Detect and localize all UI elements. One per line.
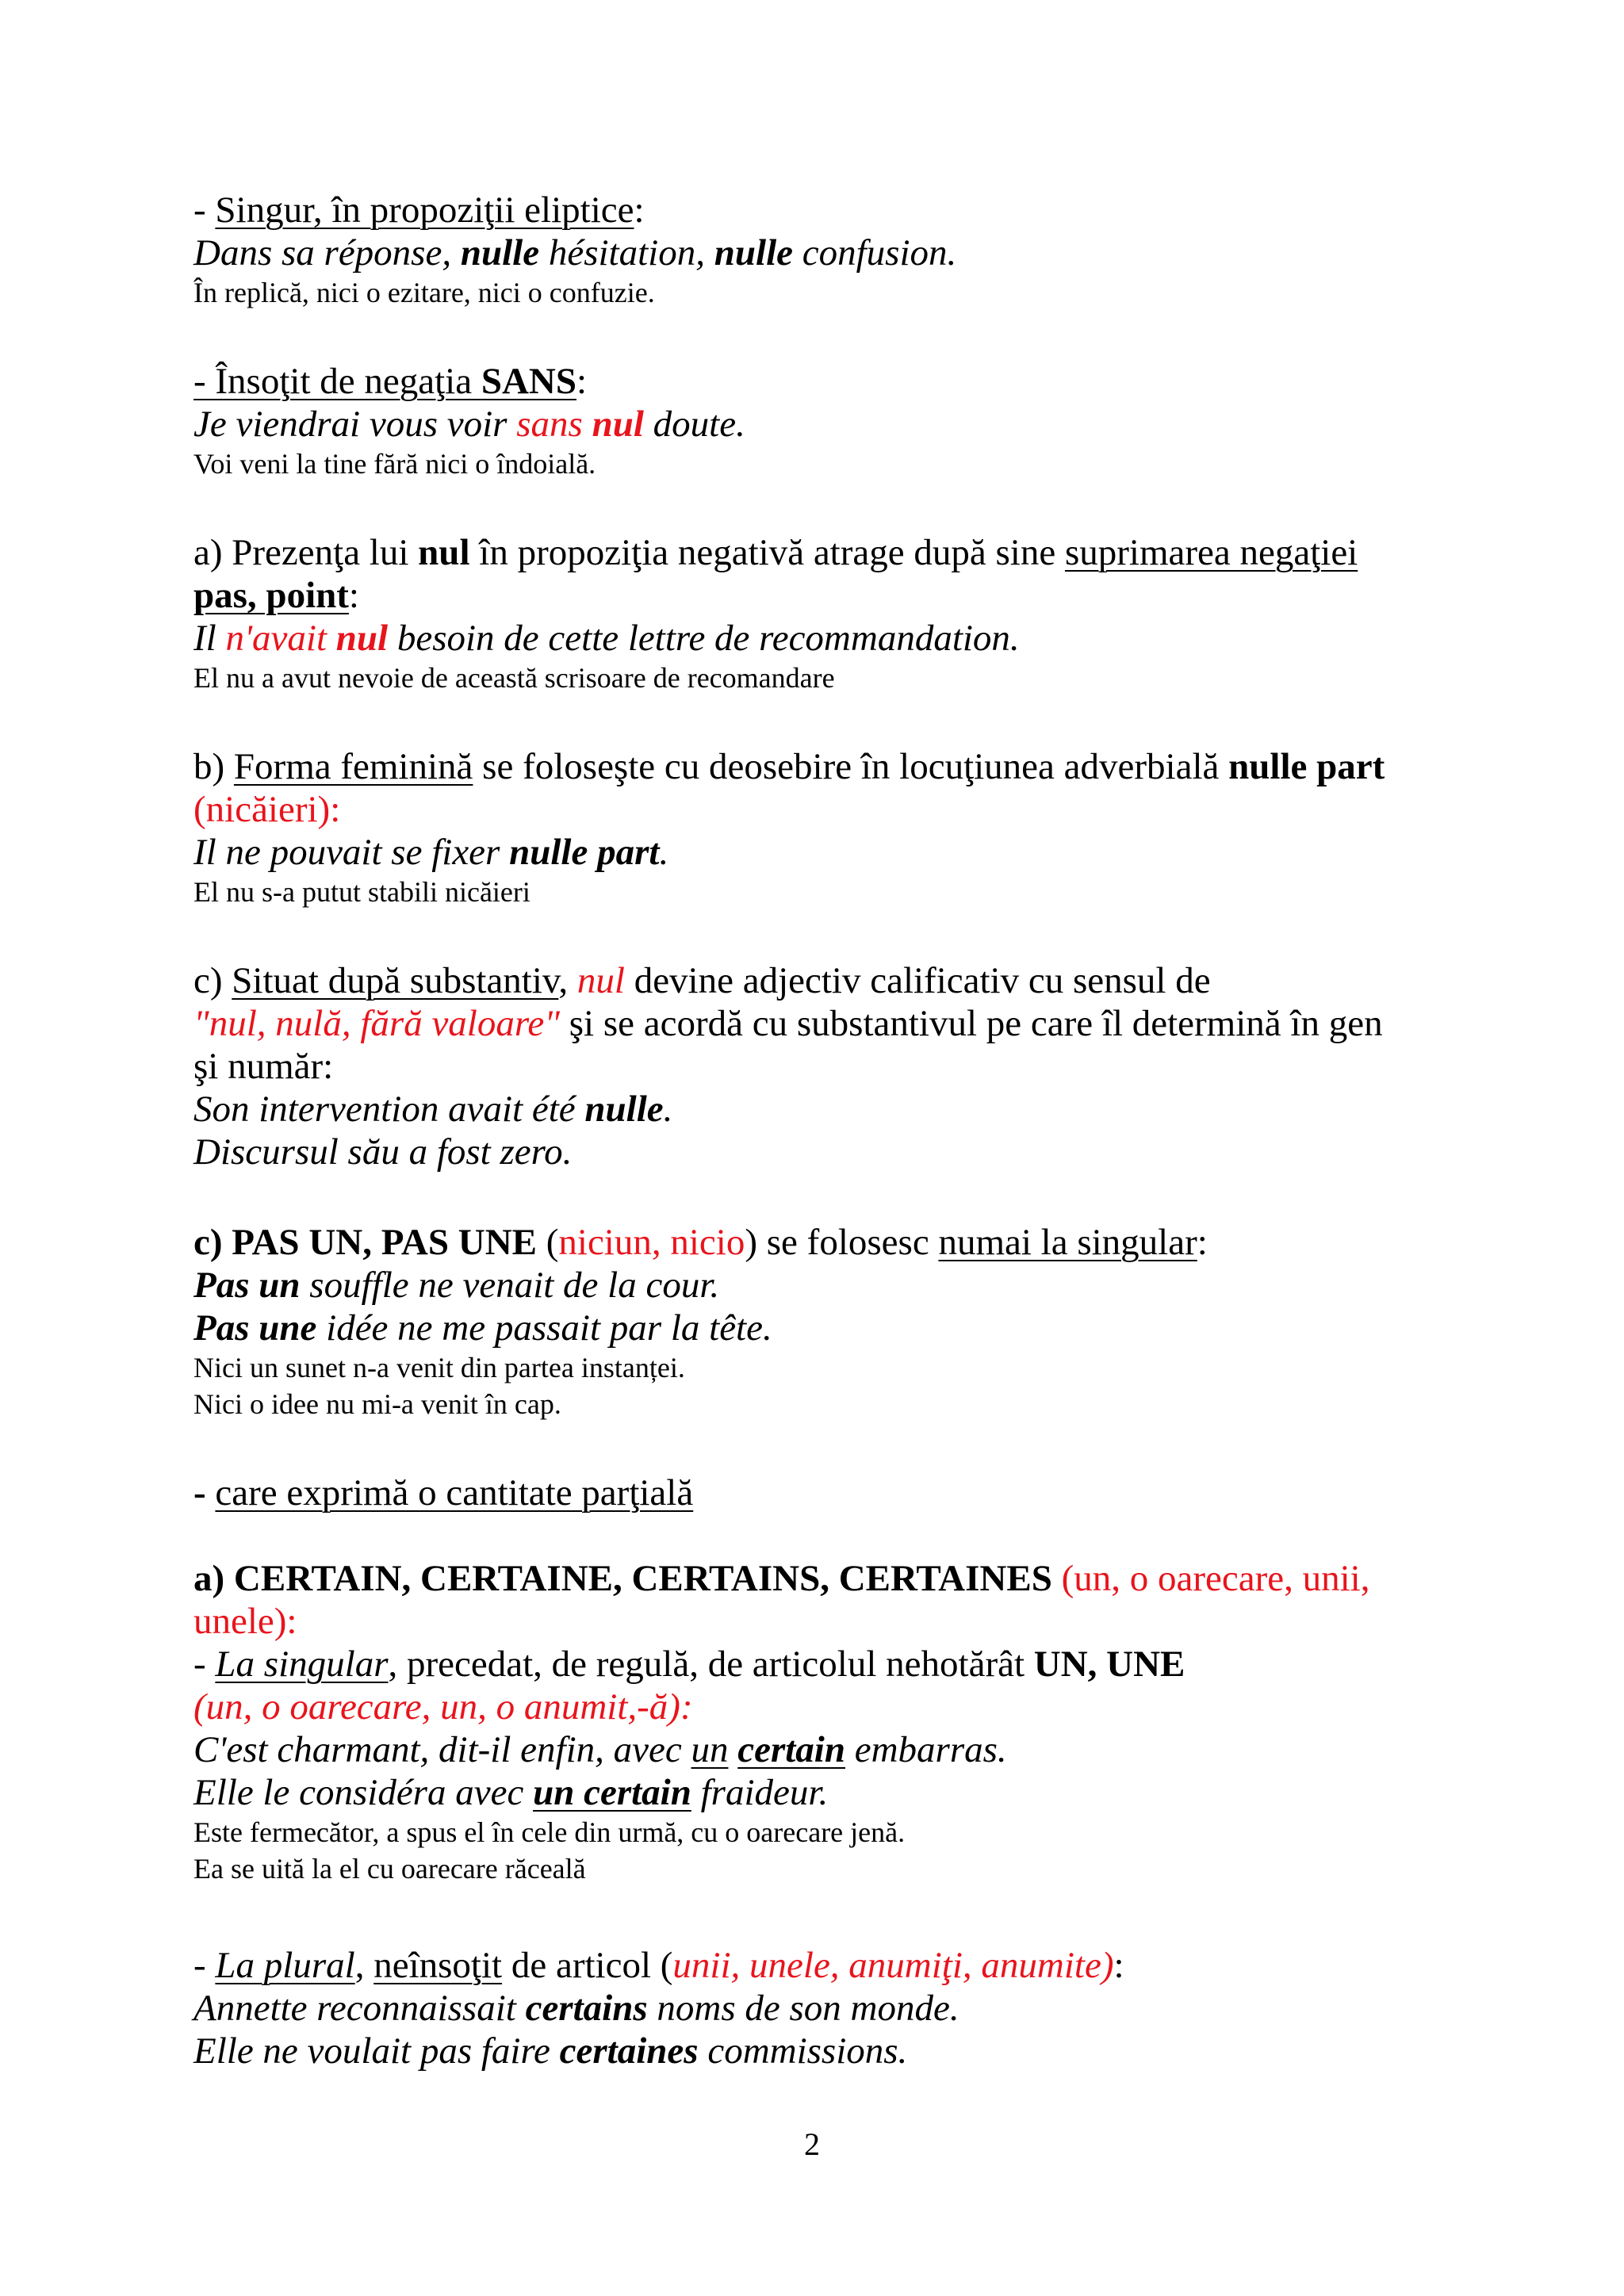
- section-sans: [193, 360, 1446, 482]
- text: Je viendrai vous voir: [193, 404, 517, 445]
- bold-word: nulle: [460, 232, 540, 274]
- text: Il ne pouvait se fixer: [193, 832, 510, 873]
- text: embarras.: [845, 1729, 1007, 1770]
- colon: :: [348, 575, 359, 616]
- text: C'est charmant, dit-il enfin, avec: [193, 1729, 691, 1770]
- translation-romanian: Nici o idee nu mi-a venit în cap.: [193, 1388, 561, 1420]
- text: Annette reconnaissait: [193, 1988, 526, 2029]
- text: Elle ne voulait pas faire: [193, 2030, 560, 2072]
- text: idée ne me passait par la tête.: [316, 1307, 772, 1349]
- translation-romanian: Voi veni la tine fără nici o îndoială.: [193, 448, 596, 480]
- example-french: [193, 232, 1446, 274]
- rule-text: [193, 531, 1446, 574]
- text: şi se acordă cu substantivul pe care îl determină în gen: [560, 1003, 1383, 1044]
- bold-word: nulle: [714, 232, 793, 274]
- translation-romanian: El nu s-a putut stabili nicăieri: [193, 876, 530, 908]
- bold-underlined-text: pas, point: [193, 575, 349, 616]
- bold-word: UN, UNE: [1033, 1644, 1185, 1685]
- section-pas-un: [193, 1221, 1446, 1422]
- text: a) Prezenţa lui: [193, 532, 419, 573]
- text: souffle ne venait de la cour.: [300, 1265, 720, 1306]
- underlined-text: numai la singular: [938, 1222, 1197, 1263]
- text: se foloseşte cu deosebire în locuţiunea adverbială: [473, 746, 1229, 787]
- translation-romanian: Ea se uită la el cu oarecare răceală: [193, 1853, 586, 1885]
- section-la-plural: [193, 1944, 1446, 2072]
- underlined-text: suprimarea negaţiei: [1064, 532, 1358, 573]
- example-french: [193, 1088, 1446, 1131]
- text: [327, 618, 336, 659]
- red-phrase: "nul, nulă, fără valoare": [193, 1003, 561, 1044]
- colon: :: [634, 189, 645, 231]
- text: Elle le considéra avec: [193, 1772, 534, 1813]
- underlined-text: neînsoţit: [373, 1945, 503, 1986]
- example-french: [193, 403, 1446, 446]
- underlined-italic-text: La plural: [215, 1945, 355, 1986]
- red-gloss: niciun, nicio: [558, 1222, 745, 1263]
- example-french: [193, 1728, 1446, 1771]
- translation-romanian: În replică, nici o ezitare, nici o confuzie.: [193, 277, 655, 308]
- text: b): [193, 746, 234, 787]
- underlined-text: un: [691, 1729, 729, 1770]
- page-number: 2: [804, 2126, 820, 2162]
- text: Il: [193, 618, 226, 659]
- text: Son intervention avait été: [193, 1089, 585, 1130]
- text: hésitation,: [539, 232, 714, 274]
- rule-text: [193, 1221, 1446, 1264]
- text: de articol (: [502, 1945, 673, 1986]
- red-gloss-cont: unele):: [193, 1601, 297, 1642]
- gloss-red: (nicăieri):: [193, 789, 341, 830]
- text: , precedat, de regulă, de articolul nehotărât: [388, 1644, 1034, 1685]
- rule-text-cont: şi număr:: [193, 1046, 334, 1087]
- underlined-text: Forma feminină: [233, 746, 473, 787]
- text: în propoziţia negativă atrage după sine: [469, 532, 1065, 573]
- heading-text: - Însoţit de negaţia: [193, 361, 481, 402]
- subheading: [193, 1471, 1446, 1514]
- colon: :: [576, 361, 588, 402]
- bold-word: certains: [525, 1988, 648, 2029]
- text: Dans sa réponse,: [193, 232, 461, 274]
- text: ,: [354, 1945, 374, 1986]
- colon: :: [1113, 1945, 1124, 1986]
- bold-heading: a) CERTAIN, CERTAINE, CERTAINS, CERTAINES: [193, 1558, 1052, 1599]
- red-gloss: (un, o oarecare, unii,: [1051, 1558, 1370, 1599]
- text: ) se folosesc: [745, 1222, 939, 1263]
- bold-word: certaines: [559, 2030, 699, 2072]
- translation-romanian: Discursul său a fost zero.: [193, 1131, 573, 1173]
- example-french: [193, 1264, 1446, 1307]
- translation-romanian: Nici un sunet n-a venit din partea instanței.: [193, 1352, 685, 1383]
- section-prezenta-nul: [193, 531, 1446, 696]
- text: confusion.: [793, 232, 957, 274]
- red-gloss: (un, o oarecare, un, o anumit,-ă):: [193, 1686, 693, 1728]
- red-word: nul: [576, 960, 625, 1001]
- bold-word: nulle part: [1228, 746, 1385, 787]
- bold-underlined-word: certain: [737, 1729, 845, 1770]
- text: (: [536, 1222, 559, 1263]
- text: c): [193, 960, 232, 1001]
- rule-text: [193, 1944, 1446, 1987]
- underlined-text: Situat după substantiv: [232, 960, 559, 1001]
- example-french: [193, 617, 1446, 660]
- section-situat-dupa-substantiv: [193, 959, 1446, 1173]
- underlined-text: care exprimă o cantitate parţială: [215, 1472, 694, 1513]
- rule-text-cont: [193, 1002, 1446, 1045]
- example-french: [193, 1307, 1446, 1349]
- heading-text: Singur, în propoziţii eliptice: [215, 189, 634, 231]
- example-french: [193, 1987, 1446, 2030]
- bold-word: Pas un: [193, 1265, 301, 1306]
- rule-text-cont: [193, 574, 1446, 617]
- text: [728, 1729, 737, 1770]
- example-french: [193, 2030, 1446, 2072]
- red-bold-word: nul: [335, 618, 389, 659]
- dash: -: [193, 189, 216, 231]
- translation-romanian: Este fermecător, a spus el în cele din urmă, cu o oarecare jenă.: [193, 1816, 906, 1848]
- red-word: sans: [516, 404, 583, 445]
- text: .: [659, 832, 669, 873]
- bold-word: nulle part: [509, 832, 660, 873]
- text: commissions.: [698, 2030, 908, 2072]
- rule-text: [193, 1643, 1446, 1686]
- bold-heading: c) PAS UN, PAS UNE: [193, 1222, 537, 1263]
- dash: -: [193, 1644, 216, 1685]
- heading-singur: [193, 189, 1446, 232]
- translation-romanian: El nu a avut nevoie de această scrisoare de recomandare: [193, 662, 835, 694]
- example-french: [193, 1771, 1446, 1814]
- section-singur: [193, 189, 1446, 311]
- rule-text: [193, 959, 1446, 1002]
- bold-underlined-word: un certain: [533, 1772, 691, 1813]
- red-bold-word: nul: [592, 404, 644, 445]
- text: devine adjectiv calificativ cu sensul de: [624, 960, 1211, 1001]
- rule-text: [193, 1557, 1446, 1600]
- section-forma-feminina: [193, 745, 1446, 910]
- section-cantitate-partiala: [193, 1471, 1446, 1514]
- red-gloss: unii, unele, anumiţi, anumite): [672, 1945, 1114, 1986]
- heading-sans: [193, 360, 1446, 403]
- dash: -: [193, 1945, 216, 1986]
- colon: :: [1197, 1222, 1208, 1263]
- text: doute.: [643, 404, 745, 445]
- underlined-italic-text: La singular: [215, 1644, 389, 1685]
- text: .: [663, 1089, 673, 1130]
- bold-word: nulle: [584, 1089, 664, 1130]
- rule-text: [193, 745, 1446, 788]
- text: [583, 404, 592, 445]
- text: noms de son monde.: [647, 1988, 959, 2029]
- text: fraideur.: [691, 1772, 829, 1813]
- section-certain: [193, 1557, 1446, 1887]
- red-word: n'avait: [225, 618, 327, 659]
- bold-word: Pas une: [193, 1307, 317, 1349]
- example-french: [193, 831, 1446, 874]
- bold-word: SANS: [481, 361, 576, 402]
- text: besoin de cette lettre de recommandation.: [388, 618, 1020, 659]
- text: ,: [558, 960, 577, 1001]
- dash: -: [193, 1472, 216, 1513]
- bold-word: nul: [418, 532, 470, 573]
